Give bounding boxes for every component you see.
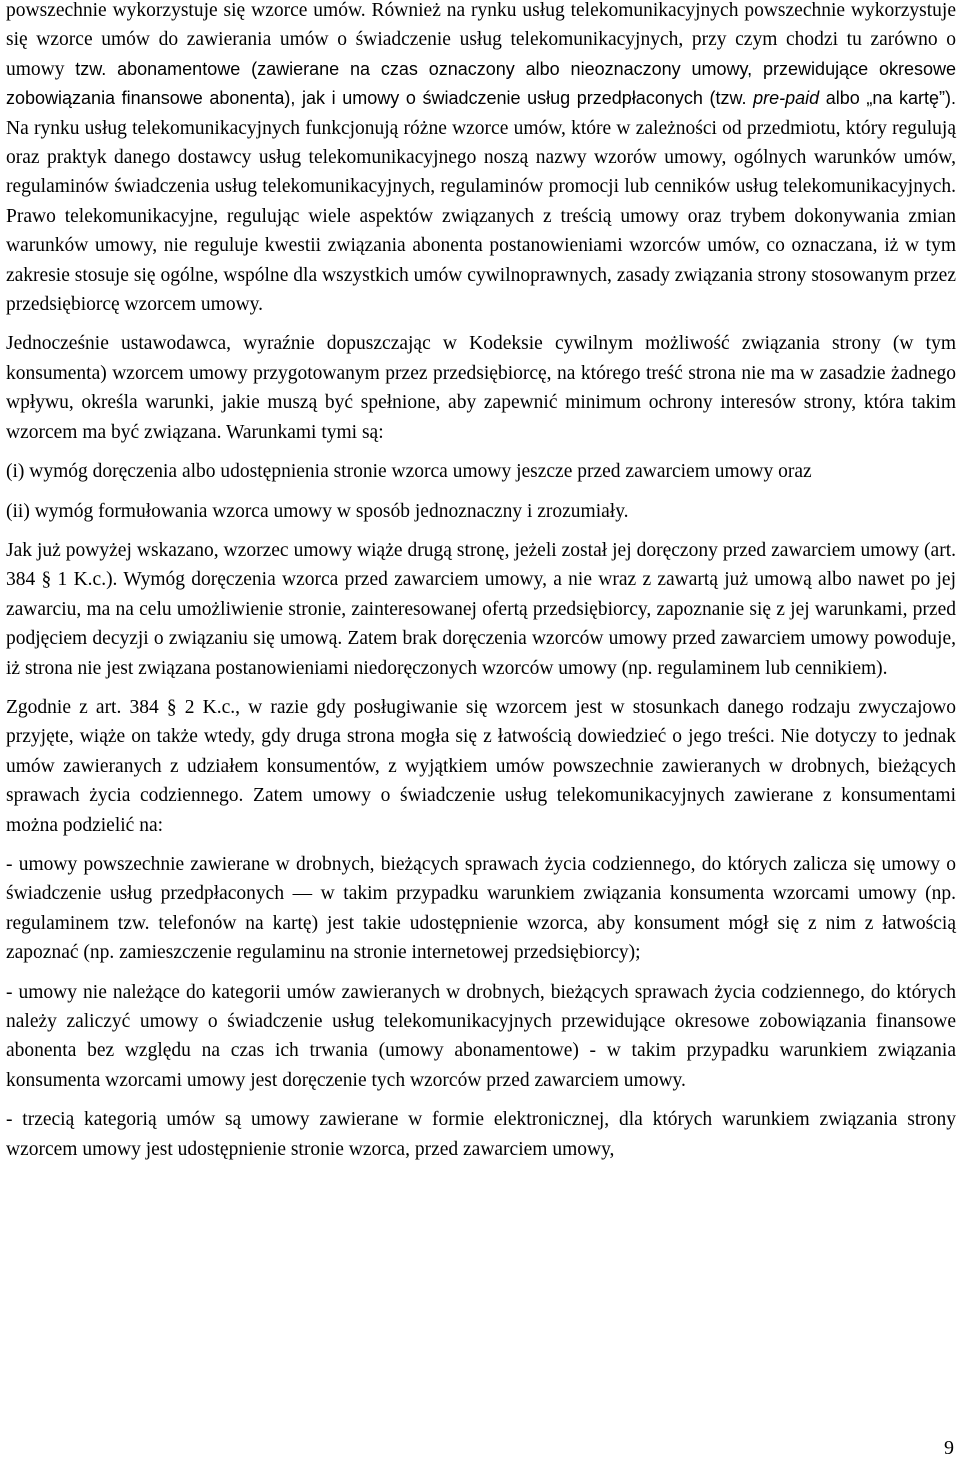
page-number: 9	[944, 1437, 954, 1459]
paragraph	[6, 0, 956, 319]
paragraph: Jednocześnie ustawodawca, wyraźnie dopuszczając w Kodeksie cywilnym możliwość związania strony (w tym konsumenta) wzorcem umowy przygotowanym przez przedsiębiorcę, na którego treść strona nie ma w zasadzie żadnego wpływu, określa warunki, jakie muszą być spełnione, aby zapewnić minimum ochrony interesów strony, która takim wzorcem ma być związana. Warunkami tymi są:	[6, 333, 956, 443]
list-item: - trzecią kategorią umów są umowy zawierane w formie elektronicznej, dla których warunkiem związania strony wzorcem umowy jest udostępnienie stronie wzorca, przed zawarciem umowy,	[6, 1109, 956, 1160]
list-item: - umowy powszechnie zawierane w drobnych, bieżących sprawach życia codziennego, do których zalicza się umowy o świadczenie usług przedpłaconych — w takim przypadku warunkiem związania konsumenta wzorcami umowy (np. regulaminem tzw. telefonów na kartę) jest takie udostępnienie wzorca, aby konsument mógł się z nim z łatwością zapoznać (np. zamieszczenie regulaminu na stronie internetowej przedsiębiorcy);	[6, 853, 956, 964]
paragraph-text-sans: tzw. abonamentowe (zawierane na czas oznaczony albo nieoznaczony umowy, przewidujące okresowe zobowiązania finansowe abonenta), jak i umowy o świadczenie usług przedpłaconych (tzw.	[6, 58, 956, 109]
paragraph-text-sans: albo „na kartę”).	[819, 88, 956, 109]
paragraph-text: Na rynku usług telekomunikacyjnych funkcjonują różne wzorce umów, które w zależności od przedmiotu, który regulują oraz praktyk danego dostawcy usług telekomunikacyjnego noszą nazwy wzorów umowy, ogólnych warunków umów, regulaminów świadczenia usług telekomunikacyjnych, regulaminów promocji lub cenników usług telekomunikacyjnych. Prawo telekomunikacyjne, regulując wiele aspektów związanych z treścią umowy oraz trybem dokonywania zmian warunków umowy, nie reguluje kwestii związania abonenta postanowieniami wzorców umów, co oznaczana, iż w tym zakresie stosuje się ogólne, wspólne dla wszystkich umów cywilnoprawnych, zasady związania strony stosowanym przez przedsiębiorcę wzorcem umowy.	[6, 117, 956, 316]
document-body	[6, 0, 956, 1174]
paragraph: Zgodnie z art. 384 § 2 K.c., w razie gdy posługiwanie się wzorcem jest w stosunkach danego rodzaju zwyczajowo przyjęte, wiąże on także wtedy, gdy druga strona mogła się z łatwością dowiedzieć o jego treści. Nie dotyczy to jednak umów zawieranych z udziałem konsumentów, z wyjątkiem umów powszechnie zawieranych w drobnych, bieżących sprawach życia codziennego. Zatem umowy o świadczenie usług telekomunikacyjnych zawierane z konsumentami można podzielić na:	[6, 696, 956, 836]
condition-item: (i) wymóg doręczenia albo udostępnienia stronie wzorca umowy jeszcze przed zawarciem umowy oraz	[6, 461, 812, 483]
italic-term: pre-paid	[753, 88, 820, 109]
paragraph-text: powszechnie wykorzystuje się wzorce umów. Również na rynku usług telekomunikacyjnych powszechnie wykorzystuje się wzorce umów do zawierania umów o świadczenie usług telekomunikacyjnych, przy czym chodzi tu zarówno o umowy	[6, 0, 956, 80]
condition-item: (ii) wymóg formułowania wzorca umowy w sposób jednoznaczny i zrozumiały.	[6, 500, 629, 522]
list-item: - umowy nie należące do kategorii umów zawieranych w drobnych, bieżących sprawach życia codziennego, do których należy zaliczyć umowy o świadczenie usług telekomunikacyjnych przewidujące okresowe zobowiązania finansowe abonenta bez względu na czas ich trwania (umowy abonamentowe) - w takim przypadku warunkiem związania konsumenta wzorcami umowy jest doręczenie tych wzorców przed zawarciem umowy.	[6, 981, 956, 1091]
paragraph: Jak już powyżej wskazano, wzorzec umowy wiąże drugą stronę, jeżeli został jej doręczony przed zawarciem umowy (art. 384 § 1 K.c.). Wymóg doręczenia wzorca przed zawarciem umowy, a nie wraz z zawartą już umową albo nawet po jej zawarciu, ma na celu umożliwienie stronie, zainteresowanej ofertą przedsiębiorcy, zapoznanie się z jej warunkami, przed podjęciem decyzji o związaniu się umową. Zatem brak doręczenia wzorców umowy przed zawarciem umowy powoduje, iż strona nie jest związana postanowieniami niedoręczonych wzorców umowy (np. regulaminem lub cennikiem).	[6, 539, 956, 679]
